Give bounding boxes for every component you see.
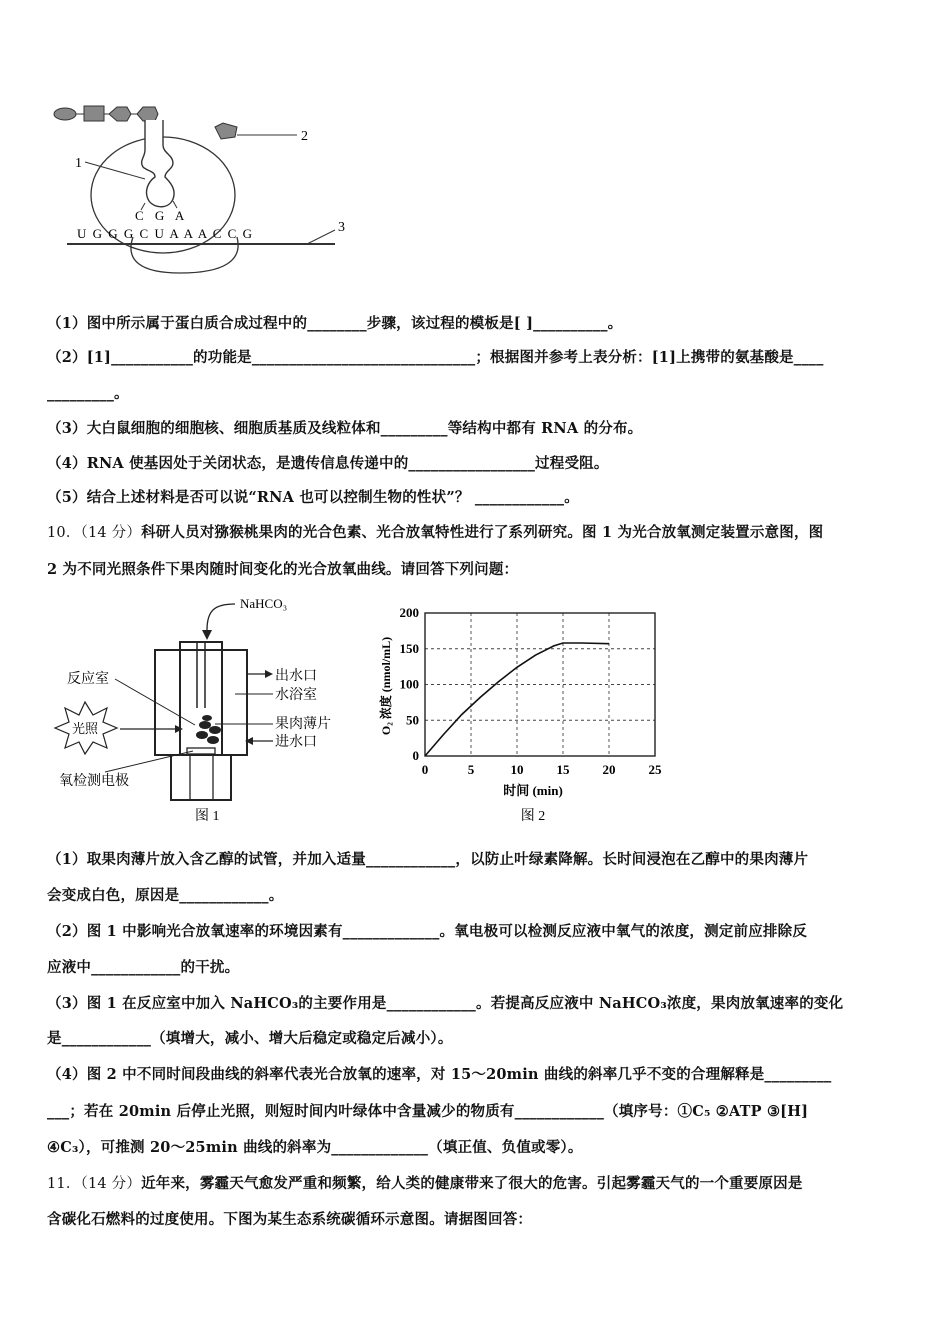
q11-stem-1	[47, 1172, 803, 1193]
light-label: 光照	[72, 721, 99, 736]
q9-line-3: _________。	[47, 385, 129, 402]
y-tick-label: 100	[399, 676, 419, 692]
q10-line-2: 会变成白色，原因是____________。	[47, 887, 284, 904]
figure-2-caption: 图 2	[520, 809, 546, 824]
amino-acid-2-shape	[215, 123, 237, 139]
figure-1-apparatus	[45, 590, 355, 830]
q9-line-1: （1）图中所示属于蛋白质合成过程中的________步骤，该过程的模板是[ ]__________。	[47, 315, 623, 332]
x-axis-label: 时间 (min)	[503, 783, 563, 798]
q10-line-6: 是____________（填增大，减小、增大后稳定或稳定后减小）。	[47, 1030, 453, 1047]
q9-line-6: （5）结合上述材料是否可以说“RNA 也可以控制生物的性状”？ ____________。	[47, 489, 579, 506]
x-tick-label: 0	[421, 762, 429, 777]
outlet-label: 出水口	[275, 669, 317, 684]
y-axis-label: O₂ 浓度 (nmol/mL)	[379, 636, 393, 736]
q11-stem-2: 含碳化石燃料的过度使用。下图为某生态系统碳循环示意图。请据图回答：	[47, 1211, 533, 1228]
inlet-label: 进水口	[275, 735, 317, 750]
x-tick-label: 25	[648, 762, 662, 777]
q10-stem-2: 2 为不同光照条件下果肉随时间变化的光合放氧曲线。请回答下列问题：	[47, 561, 519, 578]
q9-line-2: （2）[1]___________的功能是______________________________；根据图并参考上表分析：[1]上携带的氨基酸是____	[47, 349, 824, 366]
q10-number: 10．（14 分）	[47, 525, 142, 541]
q9-line-4: （3）大白鼠细胞的细胞核、细胞质基质及线粒体和_________等结构中都有 RNA 的分布。	[47, 420, 643, 437]
translation-diagram	[45, 95, 365, 285]
y-tick-label: 150	[399, 640, 419, 656]
figure-2-chart	[370, 598, 680, 830]
q11-stem-text-1: 近年来，雾霾天气愈发严重和频繁，给人类的健康带来了很大的危害。引起雾霾天气的一个重要原因是	[141, 1175, 803, 1192]
x-tick-label: 5	[467, 762, 475, 777]
y-tick-label: 0	[412, 748, 419, 763]
mrna-codons: U G G G C U A A A C C G	[77, 226, 254, 241]
q10-line-4: 应液中____________的干扰。	[47, 959, 240, 976]
q9-line-5: （4）RNA 使基因处于关闭状态，是遗传信息传递中的_________________过程受阻。	[47, 455, 609, 472]
q10-stem-1	[47, 521, 823, 542]
label-1: 1	[75, 156, 82, 171]
electrode-label: 氧检测电极	[59, 774, 129, 789]
q10-line-1: （1）取果肉薄片放入含乙醇的试管，并加入适量____________，以防止叶绿素降解。长时间浸泡在乙醇中的果肉薄片	[47, 851, 809, 868]
q10-line-3: （2）图 1 中影响光合放氧速率的环境因素有_____________。氧电极可以检测反应液中氧气的浓度，测定前应排除反	[47, 923, 808, 940]
y-tick-label: 50	[406, 712, 419, 728]
q11-number: 11．（14 分）	[47, 1176, 142, 1192]
anticodon-text: C G A	[135, 208, 189, 223]
q10-line-7: （4）图 2 中不同时间段曲线的斜率代表光合放氧的速率，对 15～20min 曲线的斜率几乎不变的合理解释是_________	[47, 1066, 832, 1083]
x-tick-label: 20	[602, 762, 616, 777]
reaction-room-label: 反应室	[67, 672, 109, 687]
slice-label: 果肉薄片	[275, 717, 331, 732]
q10-stem-text-1: 科研人员对猕猴桃果肉的光合色素、光合放氧特性进行了系列研究。图 1 为光合放氧测定装置示意图，图	[141, 524, 824, 541]
label-2: 2	[301, 129, 308, 144]
q10-line-8: ___；若在 20min 后停止光照，则短时间内叶绿体中含量减少的物质有____________（填序号：①C₅ ②ATP ③[H]	[47, 1103, 809, 1120]
q10-line-5: （3）图 1 在反应室中加入 NaHCO₃的主要作用是____________。若提高反应液中 NaHCO₃浓度，果肉放氧速率的变化	[47, 995, 844, 1012]
figure-1-caption: 图 1	[195, 809, 220, 824]
q10-line-9: ④C₃），可推测 20～25min 曲线的斜率为_____________（填正值、负值或零）。	[47, 1139, 583, 1156]
fruit-slices	[196, 715, 221, 744]
y-tick-label: 200	[399, 605, 419, 620]
nahco3-label: NaHCO₃	[240, 596, 288, 611]
bath-label: 水浴室	[275, 688, 317, 703]
x-tick-label: 10	[510, 762, 524, 777]
label-3: 3	[338, 220, 345, 235]
x-tick-label: 15	[556, 762, 570, 777]
